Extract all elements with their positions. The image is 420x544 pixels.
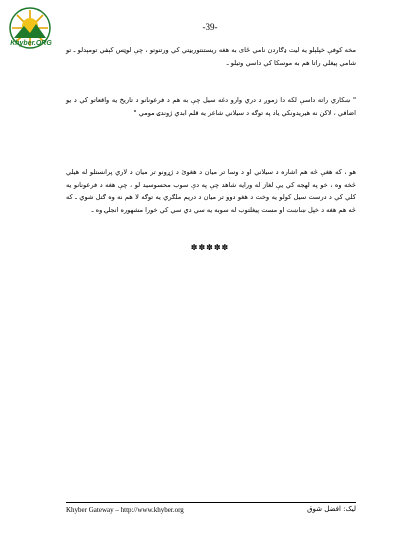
logo-text: Khyber.ORG: [10, 40, 52, 47]
paragraph-2: " ښکاري راته داسې لکه دا زموږ د دري وارو دغه سيل چې به هم د فرعونانو د تاريخ يه واقعاتو کي د يو اضافي ، لاکن نه هيريدونکي ياد په توګه د سيلاني شاعر يه قلم ابدي ژوندۍ مومي ": [66, 96, 356, 117]
footer-divider: [66, 502, 356, 503]
page-number: -39-: [202, 22, 218, 32]
footer-site-link[interactable]: Khyber Gateway – http://www.khyber.org: [66, 506, 184, 514]
paragraph-3: هو ، که هغې څه هم اشاره د سيلاني او د وسا تر ميان د هغوئ د ژړونو تر ميان د لاري پرانستلو له هيلي څخه وه ، خو په لهجه کي يې لغاز له ورايه شاهد چې په دې سوب محسوسيد لو ، چې هغه د فرعونانو يه کلي کي د درست سيل کولو يه وخت د هغو دوو تر ميان د دريم ملګري يه توګه لا هم نه وه ګتل شوي ـ که څه هم هغه د خپل ښاښت او مست پيغلتوب له سوبه يه سي دي سي کي خورا مشهوره انجلۍ وه ـ: [66, 168, 356, 214]
footer-author: ليک: افضل شوق: [307, 505, 356, 513]
section-separator: ✽✽✽✽✽: [190, 243, 230, 252]
paragraph-1: مخه کوفې خپلېلو يه ليت ډګاردن نامي ځای به هغه ريستنتوريڼتي کي ورتنوتو ، چې لوټس کېفي تومېدلو ـ تو شامي پيغلي راتا هم به موسکا کي داسي وتيلو ـ: [66, 46, 356, 67]
